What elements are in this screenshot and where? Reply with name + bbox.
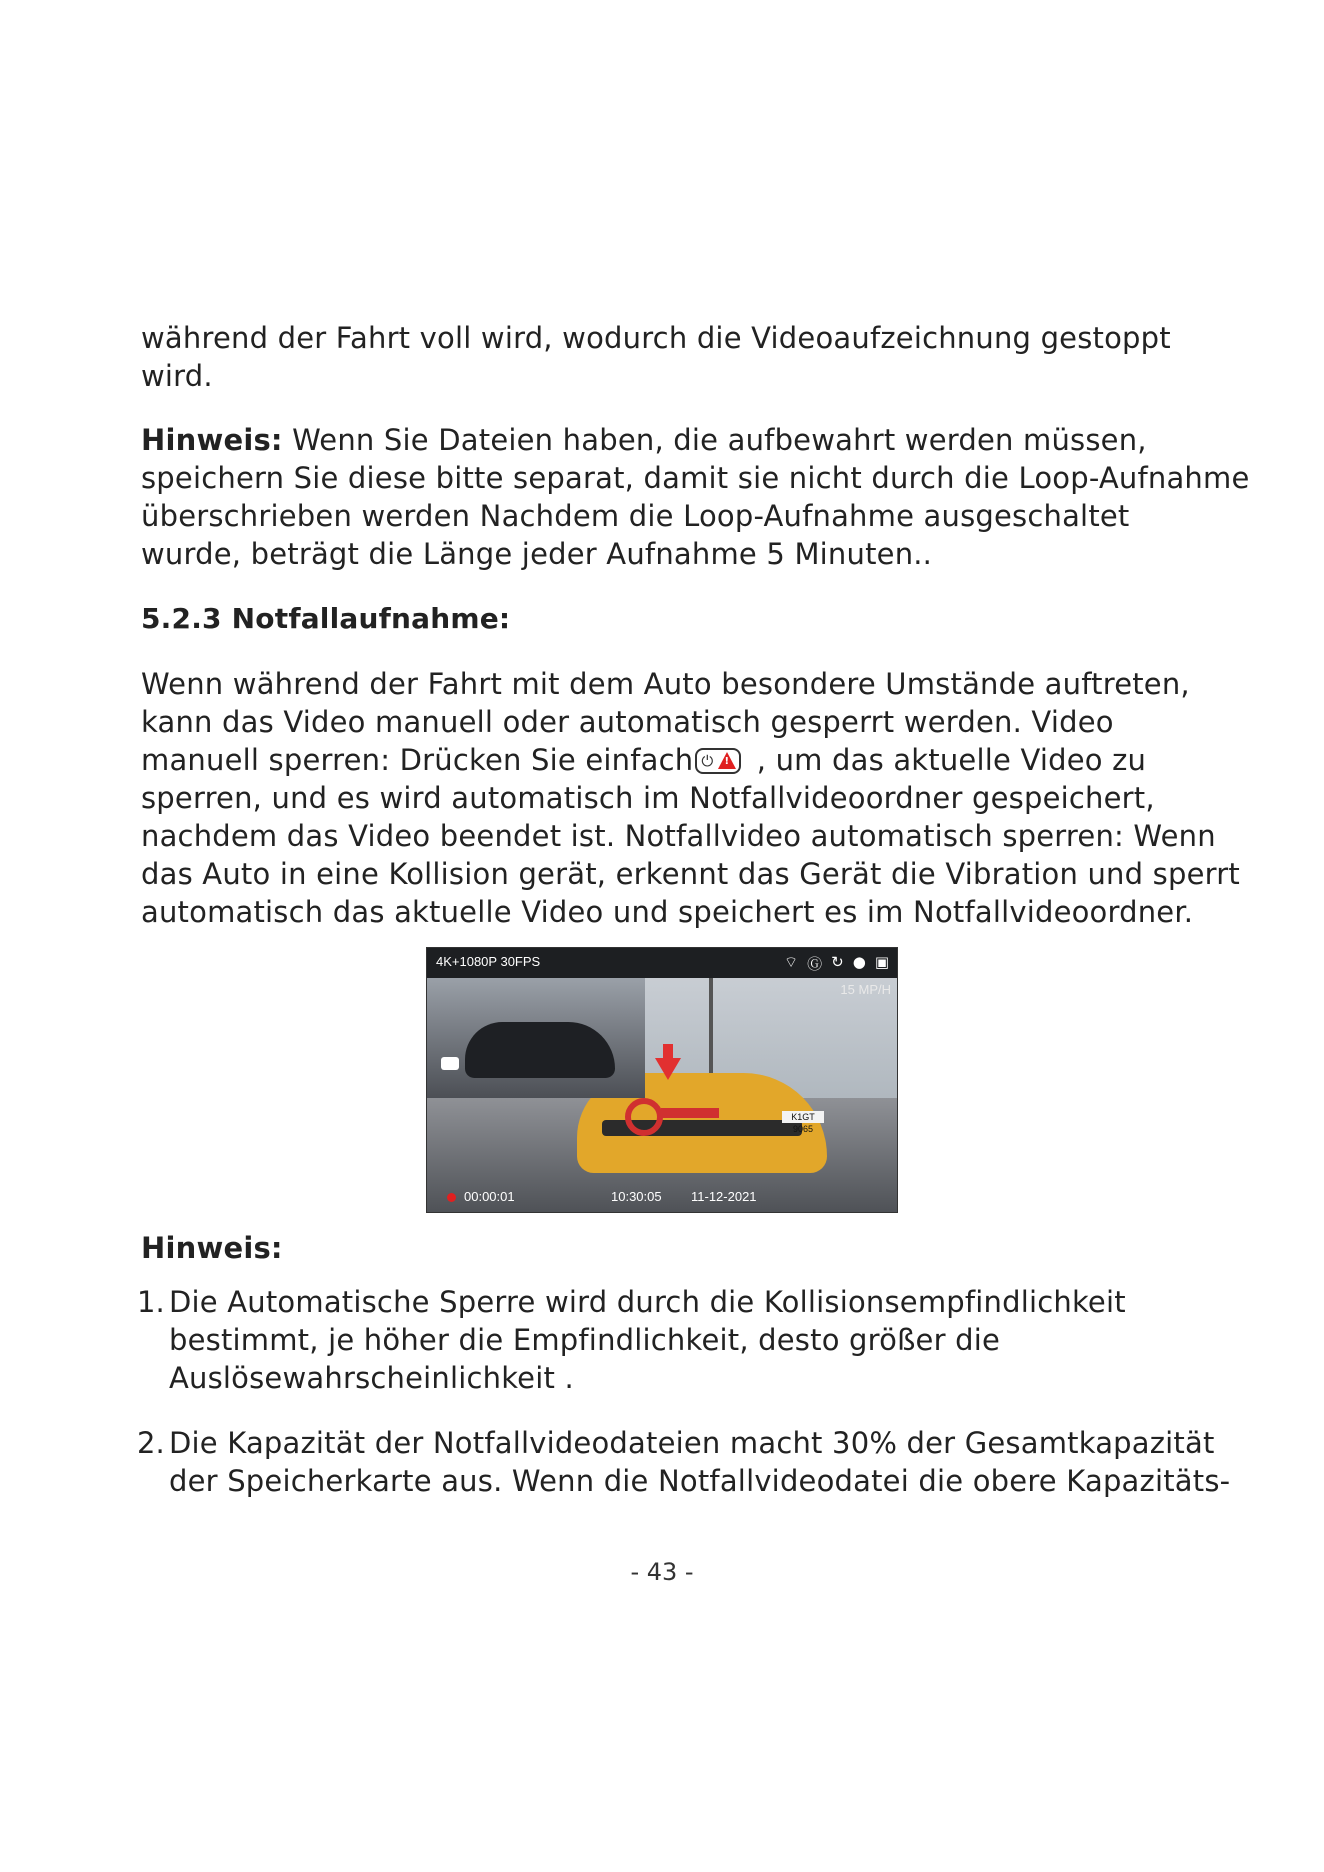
loop-icon: ↻	[831, 953, 844, 971]
key-blade	[661, 1108, 719, 1118]
text-line	[141, 421, 1147, 459]
note-label: Hinweis:	[141, 423, 283, 457]
list-number: 2.	[137, 1426, 165, 1460]
text-span: , um das aktuelle Video zu	[747, 743, 1147, 777]
black-car	[465, 1022, 615, 1078]
text-line: Die Kapazität der Notfallvideodateien macht 30% der Gesamtkapazität	[169, 1426, 1215, 1460]
gps-icon: Ⓖ	[807, 955, 823, 973]
text-line: automatisch das aktuelle Video und speichert es im Notfallvideoordner.	[141, 895, 1194, 929]
text-line: Wenn während der Fahrt mit dem Auto besondere Umstände auftreten,	[141, 667, 1190, 701]
wifi-icon: ⌔	[784, 953, 799, 971]
text-line: der Speicherkarte aus. Wenn die Notfallvideodatei die obere Kapazitäts-	[169, 1464, 1231, 1498]
text-line: speichern Sie diese bitte separat, damit sie nicht durch die Loop-Aufnahme	[141, 461, 1250, 495]
text-line: bestimmt, je höher die Empfindlichkeit, desto größer die	[169, 1323, 1001, 1357]
section-heading: 5.2.3 Notfallaufnahme:	[141, 602, 511, 635]
clock-date: 11-12-2021	[691, 1189, 757, 1204]
list-number: 1.	[137, 1285, 165, 1319]
status-icons	[784, 953, 889, 974]
sd-card-icon: ▣	[874, 953, 889, 971]
emergency-lock-icon: ⏻ !	[695, 748, 741, 774]
text-line: Die Automatische Sperre wird durch die Kollisionsempfindlichkeit	[169, 1285, 1126, 1319]
text-line: wurde, beträgt die Länge jeder Aufnahme 5 Minuten..	[141, 537, 933, 571]
clock-time: 10:30:05	[611, 1189, 662, 1204]
dashcam-screen-figure	[426, 947, 898, 1213]
text-line: sperren, und es wird automatisch im Notfallvideoordner gespeichert,	[141, 781, 1155, 815]
text-line: das Auto in eine Kollision gerät, erkennt das Gerät die Vibration und sperrt	[141, 857, 1240, 891]
page-number: - 43 -	[630, 1558, 694, 1586]
mic-icon: ●	[852, 953, 866, 971]
status-bar	[427, 948, 897, 978]
down-arrow-icon	[655, 1058, 681, 1080]
record-time: 00:00:01	[464, 1189, 515, 1204]
resolution-label: 4K+1080P 30FPS	[436, 954, 541, 969]
speed-readout: 15 MP/H	[840, 982, 891, 997]
text-line: kann das Video manuell oder automatisch gesperrt werden. Video	[141, 705, 1114, 739]
text-line: überschrieben werden Nachdem die Loop-Aufnahme ausgeschaltet	[141, 499, 1130, 533]
note-heading: Hinweis:	[141, 1231, 283, 1265]
key-icon	[625, 1098, 663, 1136]
rear-camera-pip	[427, 978, 645, 1098]
text-span: manuell sperren: Drücken Sie einfach	[141, 743, 694, 777]
text-line: wird.	[141, 359, 213, 393]
text-line: während der Fahrt voll wird, wodurch die Videoaufzeichnung gestoppt	[141, 321, 1171, 355]
text-line: Auslösewahrscheinlichkeit .	[169, 1361, 574, 1395]
camera-icon	[441, 1057, 459, 1070]
text-line	[141, 741, 1146, 779]
text-line: nachdem das Video beendet ist. Notfallvideo automatisch sperren: Wenn	[141, 819, 1216, 853]
record-indicator-icon	[447, 1193, 456, 1202]
license-plate: K1GT 9065	[782, 1111, 824, 1123]
note-text: Wenn Sie Dateien haben, die aufbewahrt werden müssen,	[282, 423, 1147, 457]
